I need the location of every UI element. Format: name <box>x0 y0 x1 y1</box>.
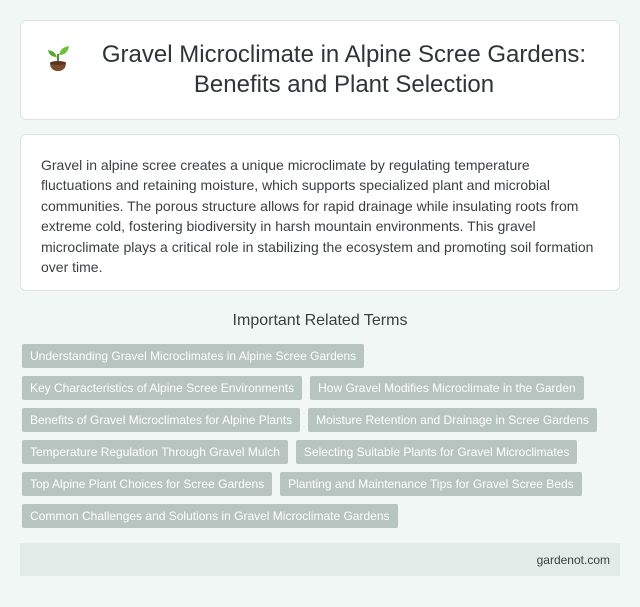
term-row <box>22 472 620 496</box>
term-chip[interactable]: Moisture Retention and Drainage in Scree Gardens <box>308 408 597 432</box>
footer-site-link[interactable]: gardenot.com <box>536 552 610 567</box>
page-title: Gravel Microclimate in Alpine Scree Gardens: Benefits and Plant Selection <box>101 41 587 98</box>
term-chip[interactable]: Top Alpine Plant Choices for Scree Gardens <box>22 472 272 496</box>
related-terms-list <box>22 344 620 536</box>
term-row <box>22 344 620 368</box>
term-row <box>22 376 620 400</box>
term-row <box>22 504 620 528</box>
term-chip[interactable]: Benefits of Gravel Microclimates for Alpine Plants <box>22 408 300 432</box>
term-chip[interactable]: How Gravel Modifies Microclimate in the Garden <box>310 376 583 400</box>
title-card <box>20 20 620 120</box>
term-row <box>22 408 620 432</box>
sprout-icon <box>45 42 71 72</box>
term-chip[interactable]: Selecting Suitable Plants for Gravel Microclimates <box>296 440 577 464</box>
related-terms-heading: Important Related Terms <box>232 312 408 329</box>
term-chip[interactable]: Temperature Regulation Through Gravel Mulch <box>22 440 288 464</box>
term-row <box>22 440 620 464</box>
footer-bar <box>20 543 620 576</box>
term-chip[interactable]: Common Challenges and Solutions in Gravel Microclimate Gardens <box>22 504 398 528</box>
summary-text: Gravel in alpine scree creates a unique microclimate by regulating temperature fluctuations and retaining moisture, which supports specialized plant and microbial communities. The porous structure allows for rapid drainage while insulating roots from extreme cold, fostering biodiversity in harsh mountain environments. This gravel microclimate plays a critical role in stabilizing the ecosystem and promoting soil formation over time. <box>41 157 594 276</box>
term-chip[interactable]: Understanding Gravel Microclimates in Alpine Scree Gardens <box>22 344 364 368</box>
summary-card <box>20 134 620 291</box>
title-row <box>45 40 595 100</box>
term-chip[interactable]: Planting and Maintenance Tips for Gravel Scree Beds <box>280 472 582 496</box>
term-chip[interactable]: Key Characteristics of Alpine Scree Environments <box>22 376 302 400</box>
